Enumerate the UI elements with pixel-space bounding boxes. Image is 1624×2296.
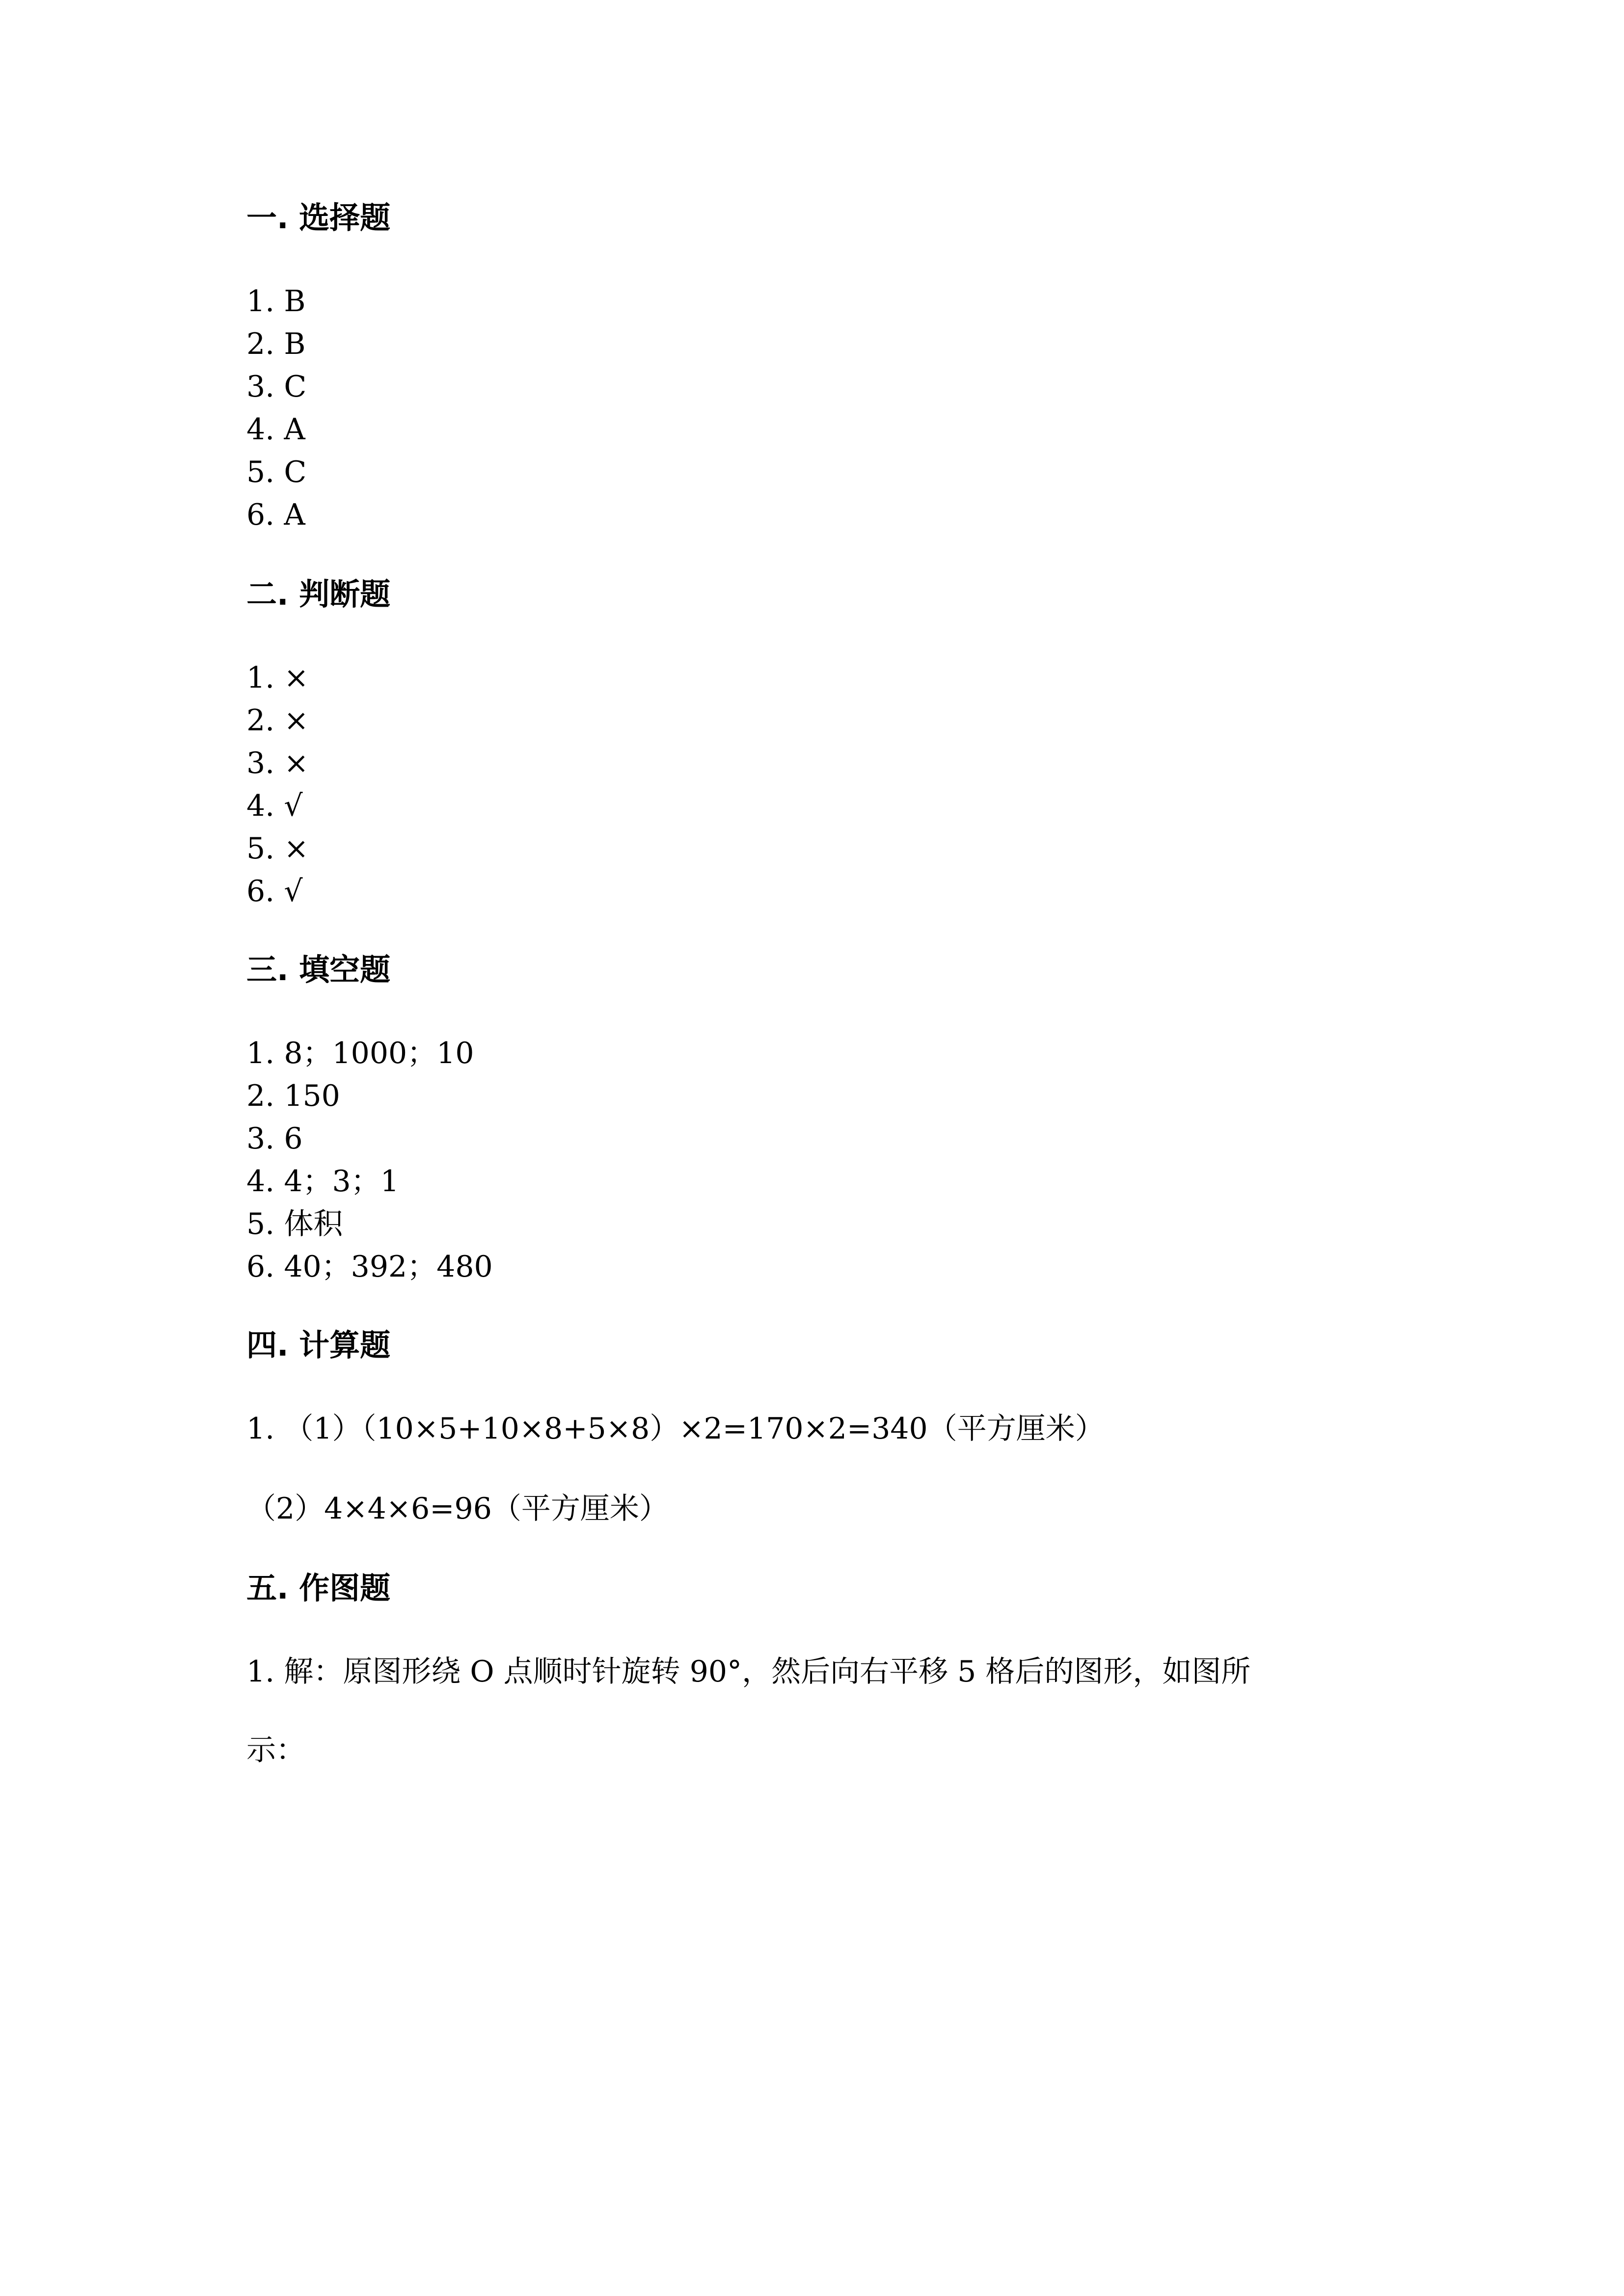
judgment-answer-1: 1. ×	[246, 661, 309, 695]
choice-answer-2: 2. B	[246, 327, 306, 361]
judgment-answer-4: 4. √	[246, 789, 303, 823]
judgment-answer-2: 2. ×	[246, 703, 309, 738]
judgment-answer-3: 3. ×	[246, 746, 309, 780]
choice-answer-3: 3. C	[246, 370, 307, 404]
choice-answer-1: 1. B	[246, 284, 306, 319]
choice-answer-5: 5. C	[246, 455, 307, 489]
section-title-fill-blank: 三. 填空题	[246, 952, 391, 988]
fill-blank-answer-1: 1. 8；1000；10	[246, 1036, 474, 1070]
judgment-answer-6: 6. √	[246, 874, 303, 908]
calculation-answer-1: 1. （1）（10×5+10×8+5×8）×2=170×2=340（平方厘米）	[246, 1412, 1105, 1446]
section-title-calculation: 四. 计算题	[246, 1327, 391, 1363]
section-title-choice: 一. 选择题	[246, 200, 391, 236]
choice-answer-6: 6. A	[246, 498, 305, 532]
fill-blank-answer-5: 5. 体积	[246, 1207, 343, 1241]
fill-blank-answer-4: 4. 4；3；1	[246, 1164, 399, 1199]
fill-blank-answer-6: 6. 40；392；480	[246, 1250, 493, 1284]
calculation-answer-2: （2）4×4×6=96（平方厘米）	[246, 1492, 669, 1526]
section-title-judgment: 二. 判断题	[246, 576, 391, 612]
section-title-drawing: 五. 作图题	[246, 1570, 391, 1606]
judgment-answer-5: 5. ×	[246, 831, 309, 866]
drawing-answer-line-2: 示：	[246, 1733, 305, 1767]
fill-blank-answer-3: 3. 6	[246, 1121, 303, 1156]
fill-blank-answer-2: 2. 150	[246, 1079, 340, 1113]
choice-answer-4: 4. A	[246, 412, 305, 447]
drawing-answer-line-1: 1. 解：原图形绕 O 点顺时针旋转 90°，然后向右平移 5 格后的图形，如图所	[246, 1655, 1251, 1689]
